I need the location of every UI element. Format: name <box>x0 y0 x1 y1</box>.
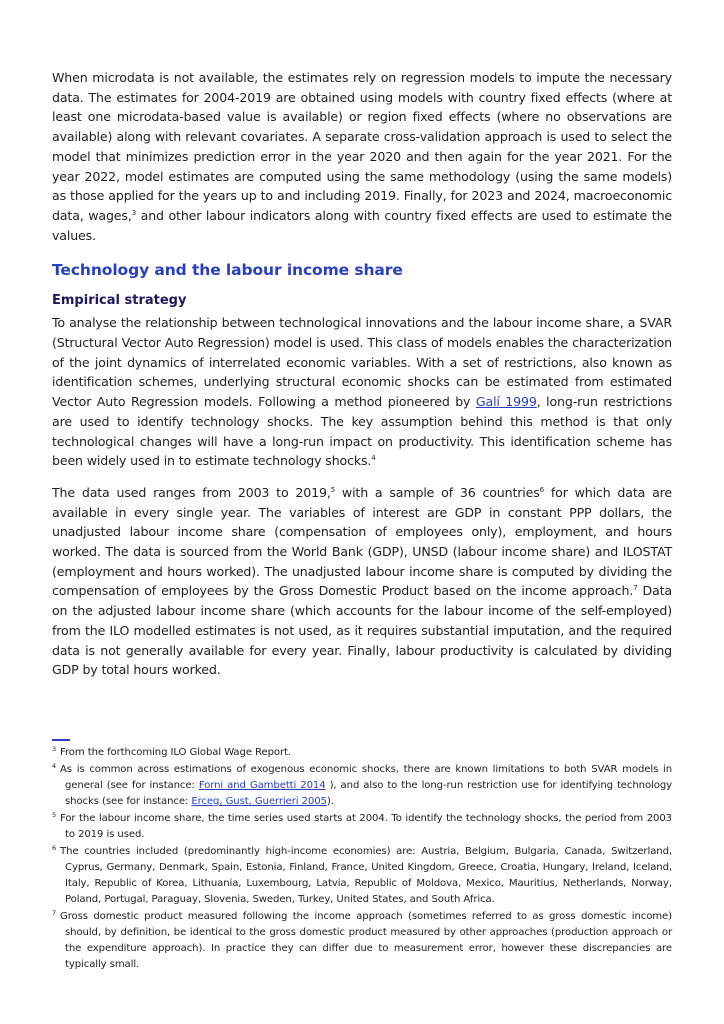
forni-gambetti-link[interactable]: Forni and Gambetti 2014 <box>198 780 326 791</box>
erceg-gust-guerrieri-link[interactable]: Erceg, Gust, Guerrieri 2005 <box>191 796 327 807</box>
footnote-5: 5 For the labour income share, the time series used starts at 2004. To identify the technology shocks, the period from 2003 to 2019 is used. <box>52 810 672 840</box>
intro-paragraph: When microdata is not available, the estimates rely on regression models to impute the necessary data. The estimates for 2004-2019 are obtained using models with country fixed effects (where at least one microdata-based value is available) or region fixed effects (where no observations are available) along with relevant covariates. A separate cross-validation approach is used to select the model that minimizes prediction error in the year 2020 and then again for the year 2021. For the year 2022, model estimates are computed using the same methodology (using the same models) as those applied for the years up to and including 2019. Finally, for 2023 and 2024, macroeconomic data, wages,$^3$ and other labour indicators along with country fixed effects are used to estimate the values. <box>52 70 672 243</box>
footnote-6: 6 The countries included (predominantly high-income economies) are: Austria, Belgium, Bulgaria, Canada, Switzerland, Cyprus, Germany, Denmark, Spain, Estonia, Finland, France, United Kingdom, Greece, Croatia, Hungary, Ireland, Iceland, Italy, Republic of Korea, Lithuania, Luxembourg, Latvia, Republic of Moldova, Mexico, Mauritius, Netherlands, Norway, Poland, Portugal, Paraguay, Slovenia, Sweden, Turkey, United States, and South Africa. <box>52 843 672 905</box>
footnote-ref-7[interactable]: 7 <box>633 584 638 593</box>
footnote-ref-4[interactable]: 4 <box>371 454 376 463</box>
footnote-7: 7 Gross domestic product measured following the income approach (sometimes referred to as gross domestic income) should, by definition, be identical to the gross domestic product measured by other approaches (production approach or the expenditure approach). In practice they can differ due to measurement error, however these discrepancies are typically small. <box>52 908 672 970</box>
gali-1999-link[interactable]: Galí 1999 <box>475 394 537 410</box>
footnote-ref-5[interactable]: 5 <box>330 485 336 494</box>
data-paragraph: The data used ranges from 2003 to 2019,$^5$ with a sample of 36 countries$^6$ for which data are available in every single year. The variables of interest are GDP in constant PPP dollars, the unadjusted labour income share (compensation of employees only), employment, and hours worked. The data is sourced from the World Bank (GDP), UNSD (labour income share) and ILOSTAT (employment and hours worked). The unadjusted labour income share is computed by dividing the compensation of employees by the Gross Domestic Product based on the income approach.$^7$ Data on the adjusted labour income share (which accounts for the labour income of the self-employed) from the ILO modelled estimates is not used, as it requires substantial imputation, and the required data is not generally available for every year. Finally, labour productivity is calculated by dividing GDP by total hours worked. <box>52 484 672 678</box>
section-title: Technology and the labour income share <box>52 261 403 280</box>
footnote-3: 3 From the forthcoming ILO Global Wage Report. <box>52 744 292 758</box>
footnote-ref-6[interactable]: 6 <box>539 485 544 494</box>
subsection-title: Empirical strategy <box>52 293 187 309</box>
footnote-ref-3[interactable]: 3 <box>131 208 136 217</box>
footnotes <box>52 745 672 974</box>
footnote-divider <box>52 739 70 741</box>
empirical-strategy-paragraph: To analyse the relationship between technological innovations and the labour income share, a SVAR (Structural Vector Auto Regression) model is used. This class of models enables the characterization of the joint dynamics of interrelated economic variables. With a set of restrictions, also known as identification schemes, underlying structural economic shocks can be estimated from estimated Vector Auto Regression models. Following a method pioneered by Galí 1999, long-run restrictions are used to identify technology shocks. The key assumption behind this method is that only technological changes will have a long-run impact on productivity. This identification scheme has been widely used in to estimate technology shocks.$^4$ <box>52 315 672 469</box>
footnote-4: 4 As is common across estimations of exogenous economic shocks, there are known limitations to both SVAR models in general (see for instance: Forni and Gambetti 2014 ), and also to the long-run restriction use for identifying technology shocks (see for instance: Erceg, Gust, Guerrieri 2005). <box>52 761 672 807</box>
main-content <box>52 68 672 692</box>
